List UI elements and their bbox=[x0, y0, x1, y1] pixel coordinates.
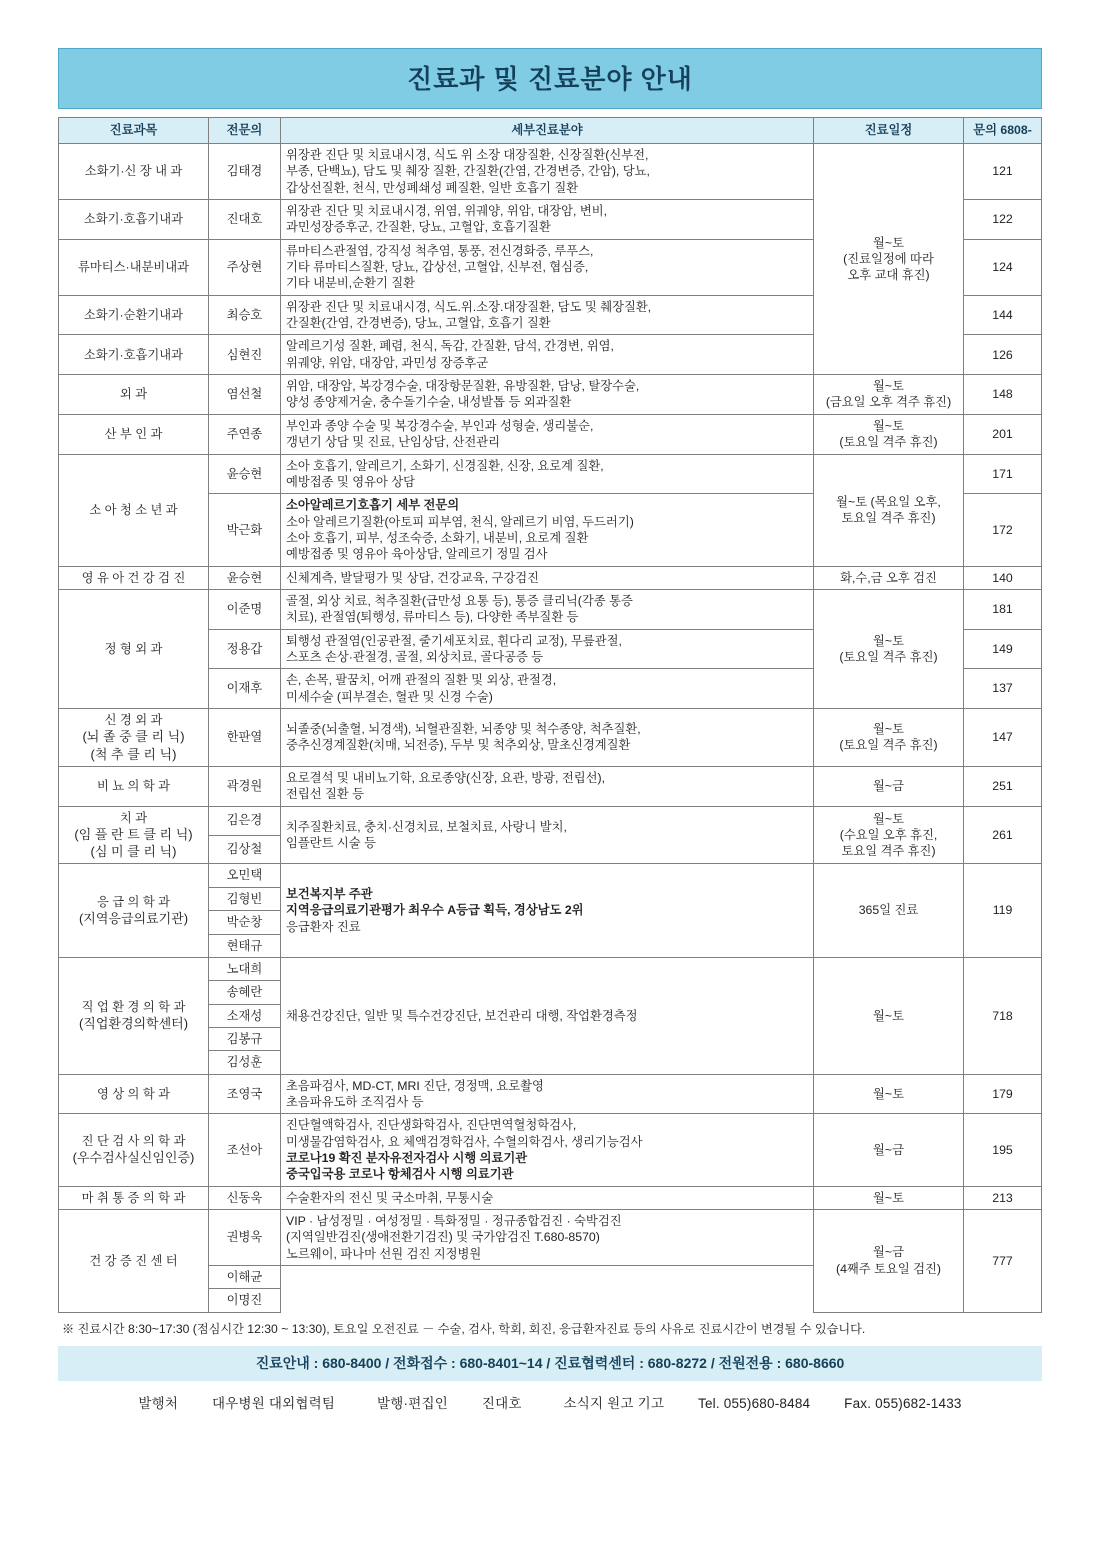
schedule-cell: 월~금 bbox=[814, 1114, 964, 1186]
table-row bbox=[59, 708, 1042, 766]
schedule-cell: 월~토 (목요일 오후, 토요일 격주 휴진) bbox=[814, 454, 964, 566]
field-cell: 채용건강진단, 일반 및 특수건강진단, 보건관리 대행, 작업환경측정 bbox=[281, 957, 814, 1074]
dept-cell: 영 상 의 학 과 bbox=[59, 1074, 209, 1114]
table-row bbox=[59, 957, 1042, 980]
doctor-cell: 정용갑 bbox=[209, 629, 281, 669]
field-cell: 부인과 종양 수술 및 복강경수술, 부인과 성형술, 생리불순, 갱년기 상담 및 진료, 난임상담, 산전관리 bbox=[281, 414, 814, 454]
tel-cell: 261 bbox=[964, 806, 1042, 864]
doctor-cell: 김형빈 bbox=[209, 887, 281, 910]
field-cell: 초음파검사, MD-CT, MRI 진단, 경정맥, 요로촬영 초음파유도하 조직검사 등 bbox=[281, 1074, 814, 1114]
doctor-cell: 주상현 bbox=[209, 239, 281, 295]
doctor-cell: 주연종 bbox=[209, 414, 281, 454]
doctor-cell: 소재성 bbox=[209, 1004, 281, 1027]
field-cell: 수술환자의 전신 및 국소마취, 무통시술 bbox=[281, 1186, 814, 1209]
tel-cell: 122 bbox=[964, 200, 1042, 240]
doctor-cell: 이준명 bbox=[209, 589, 281, 629]
schedule-cell: 365일 진료 bbox=[814, 864, 964, 957]
dept-cell: 소 아 청 소 년 과 bbox=[59, 454, 209, 566]
doctor-cell: 김은경 bbox=[209, 806, 281, 835]
tel-cell: 121 bbox=[964, 144, 1042, 200]
field-cell: 위장관 진단 및 치료내시경, 위염, 위궤양, 위암, 대장암, 변비, 과민성장증후군, 간질환, 당뇨, 고혈압, 호흡기질환 bbox=[281, 200, 814, 240]
schedule-cell: 월~토 bbox=[814, 957, 964, 1074]
doctor-cell: 노대희 bbox=[209, 957, 281, 980]
field-cell: 위장관 진단 및 치료내시경, 식도 위 소장 대장질환, 신장질환(신부전, 부종, 단백뇨), 담도 및 췌장 질환, 간질환(간염, 간경변증, 간암), 당뇨, 갑상선질환, 천식, 만성폐쇄성 폐질환, 일반 호흡기 질환 bbox=[281, 144, 814, 200]
tel-cell: 201 bbox=[964, 414, 1042, 454]
field-cell: 뇌졸중(뇌출혈, 뇌경색), 뇌혈관질환, 뇌종양 및 척수종양, 척추질환, 중추신경계질환(치매, 뇌전증), 두부 및 척추외상, 말초신경계질환 bbox=[281, 708, 814, 766]
doctor-cell: 김성훈 bbox=[209, 1051, 281, 1074]
field-cell: 진단혈액학검사, 진단생화학검사, 진단면역혈청학검사, 미생물감염학검사, 요 체액검경학검사, 수혈의학검사, 생리기능검사 코로나19 확진 분자유전자검사 시행 의료기관 중국입국용 코로나 항체검사 시행 의료기관 bbox=[281, 1114, 814, 1186]
field-cell: 알레르기성 질환, 폐렴, 천식, 독감, 간질환, 담석, 간경변, 위염, 위궤양, 위암, 대장암, 과민성 장증후군 bbox=[281, 335, 814, 375]
hours-note: ※ 진료시간 8:30~17:30 (점심시간 12:30 ~ 13:30), 토요일 오전진료 － 수술, 검사, 학회, 회진, 응급환자진료 등의 사유로 진료시간이 변경될 수 있습니다. bbox=[62, 1321, 866, 1336]
schedule-cell: 월~토 bbox=[814, 1186, 964, 1209]
editor-value: 진대호 bbox=[481, 1395, 522, 1411]
doctor-cell: 윤승현 bbox=[209, 566, 281, 589]
tel-cell: 213 bbox=[964, 1186, 1042, 1209]
tel-cell: 172 bbox=[964, 494, 1042, 566]
tel-cell: 126 bbox=[964, 335, 1042, 375]
doctor-cell: 권병욱 bbox=[209, 1209, 281, 1265]
tel-cell: 147 bbox=[964, 708, 1042, 766]
doctor-cell: 조선아 bbox=[209, 1114, 281, 1186]
col-tel: 문의 6808- bbox=[964, 118, 1042, 144]
publisher-value: 대우병원 대외협력팀 bbox=[212, 1395, 336, 1411]
publisher-label: 발행처 bbox=[138, 1395, 179, 1411]
tel-cell: 179 bbox=[964, 1074, 1042, 1114]
field-cell: 골절, 외상 치료, 척추질환(급만성 요통 등), 통증 클리닉(각종 통증 치료), 관절염(퇴행성, 류마티스 등), 다양한 족부질환 등 bbox=[281, 589, 814, 629]
footer-fax: Fax. 055)682-1433 bbox=[844, 1395, 962, 1411]
doctor-cell: 한판열 bbox=[209, 708, 281, 766]
schedule-cell: 월~금 bbox=[814, 766, 964, 806]
field-cell: 치주질환치료, 충치·신경치료, 보철치료, 사랑니 발치, 임플란트 시술 등 bbox=[281, 806, 814, 864]
tel-cell: 171 bbox=[964, 454, 1042, 494]
tel-cell: 195 bbox=[964, 1114, 1042, 1186]
doctor-cell: 진대호 bbox=[209, 200, 281, 240]
schedule-cell: 월~토 (토요일 격주 휴진) bbox=[814, 589, 964, 708]
field-cell: 소아알레르기호흡기 세부 전문의 소아 알레르기질환(아토피 피부염, 천식, 알레르기 비염, 두드러기) 소아 호흡기, 피부, 성조숙증, 소화기, 내분비, 요로계 질환 예방접종 및 영유아 육아상담, 알레르기 정밀 검사 bbox=[281, 494, 814, 566]
field-cell: 요로결석 및 내비뇨기학, 요로종양(신장, 요관, 방광, 전립선), 전립선 질환 등 bbox=[281, 766, 814, 806]
tel-cell: 251 bbox=[964, 766, 1042, 806]
contact-bar: 진료안내 : 680-8400 / 전화접수 : 680-8401~14 / 진료협력센터 : 680-8272 / 전원전용 : 680-8660 bbox=[58, 1346, 1042, 1381]
dept-cell: 정 형 외 과 bbox=[59, 589, 209, 708]
table-row bbox=[59, 566, 1042, 589]
table-row bbox=[59, 1186, 1042, 1209]
dept-cell: 직 업 환 경 의 학 과 (직업환경의학센터) bbox=[59, 957, 209, 1074]
schedule-cell: 월~토 (토요일 격주 휴진) bbox=[814, 708, 964, 766]
page-title: 진료과 및 진료분야 안내 bbox=[58, 48, 1042, 109]
schedule-cell: 월~금 (4째주 토요일 검진) bbox=[814, 1209, 964, 1312]
doctor-cell: 김태경 bbox=[209, 144, 281, 200]
schedule-cell: 월~토 bbox=[814, 1074, 964, 1114]
table-header-row bbox=[59, 118, 1042, 144]
tel-cell: 181 bbox=[964, 589, 1042, 629]
doctor-cell: 박순창 bbox=[209, 911, 281, 934]
field-cell: 보건복지부 주관 지역응급의료기관평가 최우수 A등급 획득, 경상남도 2위 응급환자 진료 bbox=[281, 864, 814, 957]
tel-cell: 144 bbox=[964, 295, 1042, 335]
field-cell: 신체계측, 발달평가 및 상담, 건강교육, 구강검진 bbox=[281, 566, 814, 589]
doctor-cell: 박근화 bbox=[209, 494, 281, 566]
field-cell: 소아 호흡기, 알레르기, 소화기, 신경질환, 신장, 요로계 질환, 예방접종 및 영유아 상담 bbox=[281, 454, 814, 494]
doctor-cell: 이해균 bbox=[209, 1266, 281, 1289]
doctor-cell: 이재후 bbox=[209, 669, 281, 709]
dept-cell: 외 과 bbox=[59, 375, 209, 415]
dept-cell: 치 과 (임 플 란 트 클 리 닉) (심 미 클 리 닉) bbox=[59, 806, 209, 864]
doctor-cell: 김봉규 bbox=[209, 1027, 281, 1050]
table-row bbox=[59, 144, 1042, 200]
field-cell: 류마티스관절염, 강직성 척추염, 통풍, 전신경화증, 루푸스, 기타 류마티스질환, 당뇨, 갑상선, 고혈압, 신부전, 협심증, 기타 내분비,순환기 질환 bbox=[281, 239, 814, 295]
doctor-cell: 심현진 bbox=[209, 335, 281, 375]
field-cell: 위암, 대장암, 복강경수술, 대장항문질환, 유방질환, 담낭, 탈장수술, 양성 종양제거술, 충수돌기수술, 내성발톱 등 외과질환 bbox=[281, 375, 814, 415]
dept-cell: 소화기·호흡기내과 bbox=[59, 200, 209, 240]
dept-cell: 류마티스·내분비내과 bbox=[59, 239, 209, 295]
dept-cell: 진 단 검 사 의 학 과 (우수검사실신임인증) bbox=[59, 1114, 209, 1186]
schedule-cell: 화,수,금 오후 검진 bbox=[814, 566, 964, 589]
table-row bbox=[59, 864, 1042, 887]
col-schedule: 진료일정 bbox=[814, 118, 964, 144]
submit-label: 소식지 원고 기고 bbox=[563, 1395, 665, 1411]
doctor-cell: 최승호 bbox=[209, 295, 281, 335]
table-row bbox=[59, 589, 1042, 629]
table-row bbox=[59, 1074, 1042, 1114]
footer-tel: Tel. 055)680-8484 bbox=[698, 1395, 811, 1411]
footer bbox=[58, 1392, 1042, 1412]
doctor-cell: 곽경원 bbox=[209, 766, 281, 806]
col-doctor: 전문의 bbox=[209, 118, 281, 144]
tel-cell: 149 bbox=[964, 629, 1042, 669]
dept-cell: 소화기·신 장 내 과 bbox=[59, 144, 209, 200]
editor-label: 발행·편집인 bbox=[377, 1395, 448, 1411]
dept-cell: 마 취 통 증 의 학 과 bbox=[59, 1186, 209, 1209]
field-cell: 위장관 진단 및 치료내시경, 식도.위.소장.대장질환, 담도 및 췌장질환, 간질환(간염, 간경변증), 당뇨, 고혈압, 호흡기 질환 bbox=[281, 295, 814, 335]
schedule-cell: 월~토 (금요일 오후 격주 휴진) bbox=[814, 375, 964, 415]
schedule-cell: 월~토 (진료일정에 따라 오후 교대 휴진) bbox=[814, 144, 964, 375]
doctor-cell: 송혜란 bbox=[209, 981, 281, 1004]
table-row bbox=[59, 1114, 1042, 1186]
doctor-cell: 현태규 bbox=[209, 934, 281, 957]
doctor-cell: 염선철 bbox=[209, 375, 281, 415]
table-row bbox=[59, 414, 1042, 454]
table-row bbox=[59, 375, 1042, 415]
dept-cell: 응 급 의 학 과 (지역응급의료기관) bbox=[59, 864, 209, 957]
schedule-cell: 월~토 (토요일 격주 휴진) bbox=[814, 414, 964, 454]
field-cell: 퇴행성 관절염(인공관절, 줄기세포치료, 휜다리 교정), 무릎관절, 스포츠 손상·관절경, 골절, 외상치료, 골다공증 등 bbox=[281, 629, 814, 669]
schedule-cell: 월~토 (수요일 오후 휴진, 토요일 격주 휴진) bbox=[814, 806, 964, 864]
tel-cell: 124 bbox=[964, 239, 1042, 295]
departments-table bbox=[58, 117, 1042, 1313]
doctor-cell: 이명진 bbox=[209, 1289, 281, 1312]
dept-cell: 영 유 아 건 강 검 진 bbox=[59, 566, 209, 589]
dept-cell: 비 뇨 의 학 과 bbox=[59, 766, 209, 806]
dept-cell: 소화기·호흡기내과 bbox=[59, 335, 209, 375]
col-dept: 진료과목 bbox=[59, 118, 209, 144]
dept-cell: 신 경 외 과 (뇌 졸 중 클 리 닉) (척 추 클 리 닉) bbox=[59, 708, 209, 766]
col-field: 세부진료분야 bbox=[281, 118, 814, 144]
field-cell: VIP · 남성정밀 · 여성정밀 · 특화정밀 · 정규종합검진 · 숙박검진 (지역일반검진(생애전환기검진) 및 국가암검진 T.680-8570) 노르웨이, 파나마 선원 검진 지정병원 bbox=[281, 1209, 814, 1265]
doctor-cell: 오민택 bbox=[209, 864, 281, 887]
tel-cell: 119 bbox=[964, 864, 1042, 957]
tel-cell: 148 bbox=[964, 375, 1042, 415]
table-row bbox=[59, 454, 1042, 494]
tel-cell: 777 bbox=[964, 1209, 1042, 1312]
table-row bbox=[59, 766, 1042, 806]
table-row bbox=[59, 1209, 1042, 1265]
dept-cell: 산 부 인 과 bbox=[59, 414, 209, 454]
doctor-cell: 조영국 bbox=[209, 1074, 281, 1114]
doctor-cell: 신동욱 bbox=[209, 1186, 281, 1209]
table-row bbox=[59, 806, 1042, 835]
dept-cell: 건 강 증 진 센 터 bbox=[59, 1209, 209, 1312]
doctor-cell: 김상철 bbox=[209, 835, 281, 864]
doctor-cell: 윤승현 bbox=[209, 454, 281, 494]
dept-cell: 소화기·순환기내과 bbox=[59, 295, 209, 335]
table-body bbox=[59, 144, 1042, 1313]
tel-cell: 140 bbox=[964, 566, 1042, 589]
field-cell: 손, 손목, 팔꿈치, 어깨 관절의 질환 및 외상, 관절경, 미세수술 (피부결손, 혈관 및 신경 수술) bbox=[281, 669, 814, 709]
tel-cell: 137 bbox=[964, 669, 1042, 709]
tel-cell: 718 bbox=[964, 957, 1042, 1074]
